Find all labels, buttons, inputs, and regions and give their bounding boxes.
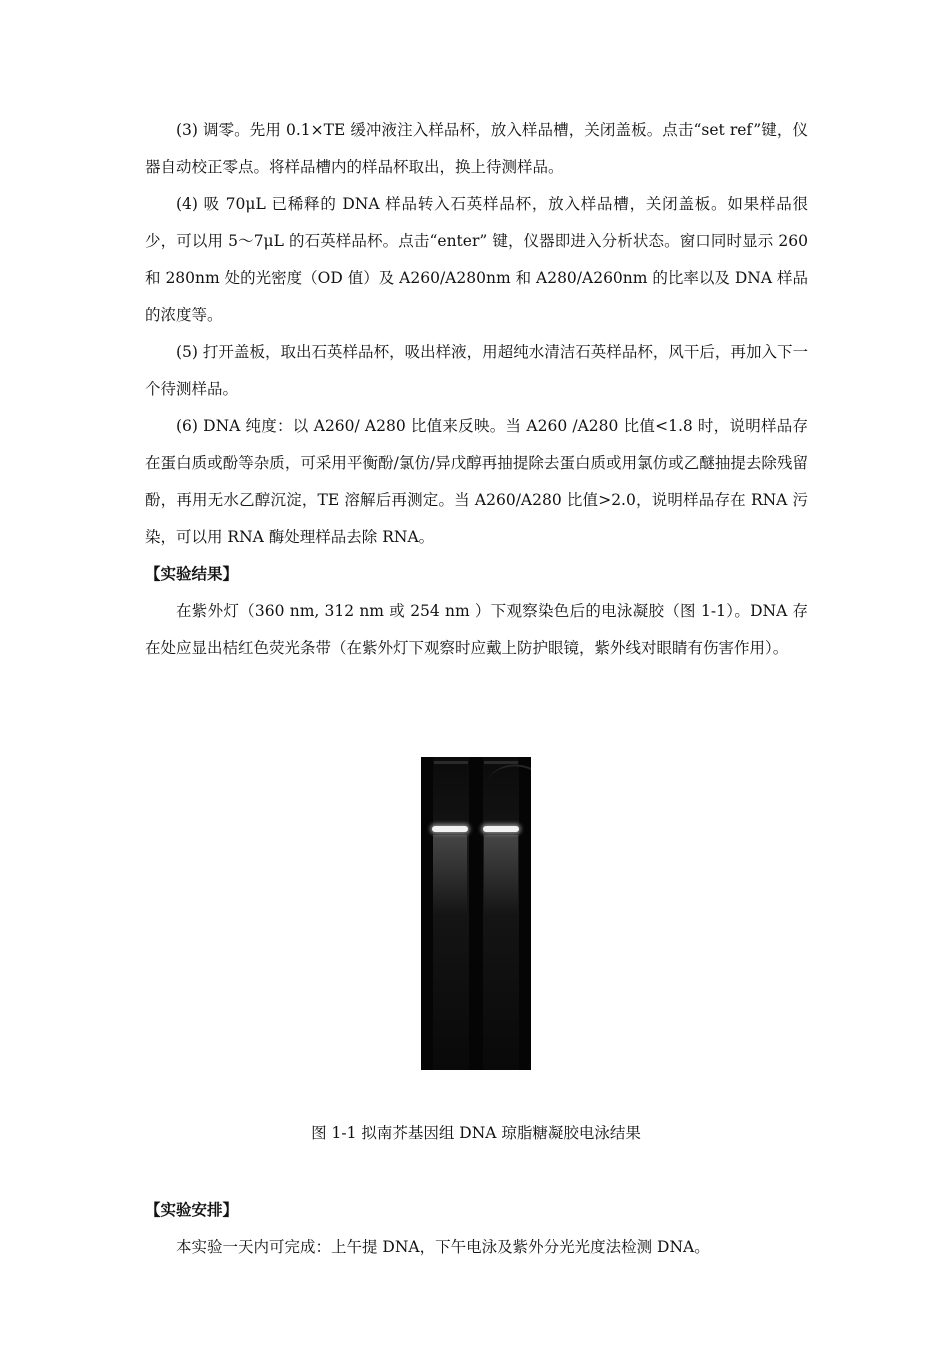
paragraph-step-3: (3) 调零。先用 0.1×TE 缓冲液注入样品杯，放入样品槽，关闭盖板。点击“set ref”键，仪器自动校正零点。将样品槽内的样品杯取出，换上待测样品。 <box>145 121 808 176</box>
paragraph-step-4: (4) 吸 70μL 已稀释的 DNA 样品转入石英样品杯，放入样品槽，关闭盖板。如果样品很少，可以用 5～7μL 的石英样品杯。点击“enter” 键，仪器即进入分析状态。窗口同时显示 260 和 280nm 处的光密度（OD 值）及 A260/A280nm 和 A280/A260nm 的比率以及 DNA 样品的浓度等。 <box>145 195 808 324</box>
gel-electrophoresis-image <box>421 757 531 1070</box>
paragraph-step-6: (6) DNA 纯度：以 A260/ A280 比值来反映。当 A260 /A280 比值<1.8 时，说明样品存在蛋白质或酚等杂质，可采用平衡酚/氯仿/异戊醇再抽提除去蛋白质或用氯仿或乙醚抽提去除残留酚，再用无水乙醇沉淀，TE 溶解后再测定。当 A260/A280 比值>2.0，说明样品存在 RNA 污染，可以用 RNA 酶处理样品去除 RNA。 <box>145 417 808 546</box>
dna-smear-lane-1 <box>433 835 467 915</box>
dna-band-lane-1 <box>432 826 468 832</box>
paragraph-step-5: (5) 打开盖板，取出石英样品杯，吸出样液，用超纯水清洁石英样品杯，风干后，再加入下一个待测样品。 <box>145 343 808 398</box>
schedule-paragraph: 本实验一天内可完成：上午提 DNA，下午电泳及紫外分光光度法检测 DNA。 <box>176 1238 710 1256</box>
figure-caption: 图 1-1 拟南芥基因组 DNA 琼脂糖凝胶电泳结果 <box>311 1124 641 1142</box>
results-heading: 【实验结果】 <box>145 565 239 583</box>
schedule-section <box>145 1192 808 1266</box>
results-paragraph: 在紫外灯（360 nm, 312 nm 或 254 nm ）下观察染色后的电泳凝胶（图 1-1）。DNA 存在处应显出桔红色荧光条带（在紫外灯下观察时应戴上防护眼镜，紫外线对眼睛有伤害作用）。 <box>145 602 808 657</box>
dna-smear-lane-2 <box>484 835 518 915</box>
gel-well-1 <box>434 761 468 764</box>
dna-band-lane-2 <box>483 826 519 832</box>
schedule-heading: 【实验安排】 <box>145 1201 239 1219</box>
document-body <box>145 112 808 667</box>
